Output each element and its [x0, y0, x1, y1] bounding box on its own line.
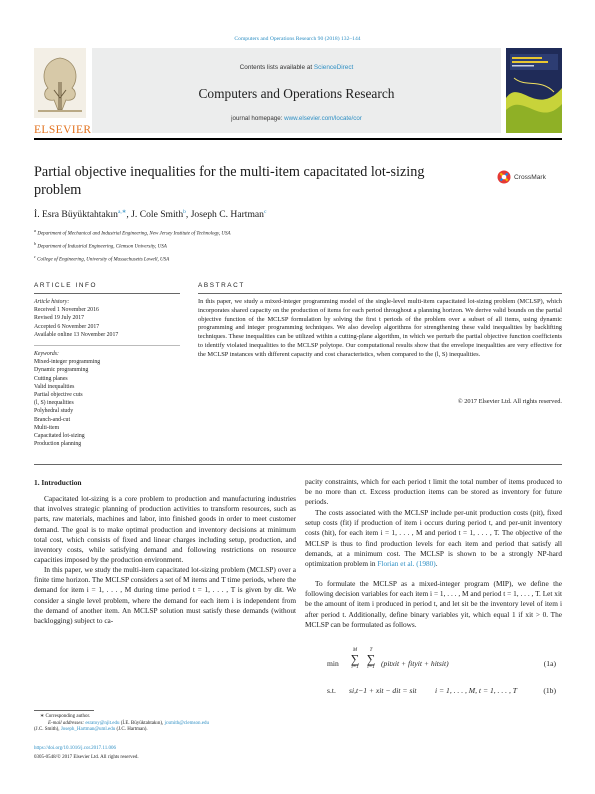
right-paragraph-2-text: The costs associated with the MCLSP include per-unit production costs (pit), fixed setup costs (fit) if production of item i occurs during period t, and per-unit inventory costs (hit), for each item i = 1, . . . , M and period t = 1, . . . , T. The objective of the MCLSP is thus to find production levels for each item and period that satisfy all demands, at a minimum cost. The MCLSP is shown to be a strongly NP-hard optimization problem in — [305, 508, 562, 569]
equation-1b — [305, 686, 562, 700]
affiliation-text: College of Engineering, University of Massachusetts Lowell, USA — [37, 257, 170, 263]
journal-title: Computers and Operations Research — [198, 86, 395, 101]
history-item: Received 1 November 2016 — [34, 307, 99, 314]
email-line-2 — [34, 727, 296, 734]
doi-link[interactable]: https://doi.org/10.1016/j.cor.2017.11.006 — [34, 746, 116, 751]
citation-link[interactable]: Florian et al. (1980) — [377, 559, 436, 569]
crossmark-label: CrossMark — [514, 173, 546, 181]
equation-objective-body: (pitxit + fityit + hitsit) — [381, 659, 449, 668]
article-info-rule — [34, 293, 180, 294]
paper-title-line-1: Partial objective inequalities for the multi-item capacitated lot-sizing — [34, 164, 425, 180]
article-info-heading: ARTICLE INFO — [34, 282, 98, 289]
equation-subject-to: s.t. — [327, 686, 336, 695]
email-label: E-mail addresses: — [48, 720, 85, 726]
homepage-line — [92, 115, 501, 122]
equation-objective-min: min — [327, 659, 339, 668]
history-item: Revised 19 July 2017 — [34, 315, 85, 322]
keyword-item: Polyhedral study — [34, 408, 74, 415]
header-rule — [34, 138, 562, 140]
keyword-item: Mixed-integer programming — [34, 359, 101, 366]
sum-over-items — [349, 648, 361, 670]
journal-reference[interactable]: Computers and Operations Research 90 (2018) 132–144 — [234, 36, 361, 42]
right-paragraph-1: pacity constraints, which for each period t limit the total number of items produced to be no more than ct. Excess production items can be stored as inventory for future periods. — [305, 477, 562, 507]
affiliation-mark: b — [34, 240, 37, 246]
keyword-item: Branch-and-cut — [34, 416, 71, 423]
sum-lower-limit: t=1 — [367, 665, 375, 670]
sciencedirect-link[interactable]: ScienceDirect — [313, 64, 354, 71]
sum-lower-limit: i=1 — [351, 665, 359, 670]
elsevier-tree-icon — [34, 48, 86, 118]
right-paragraph-2: The costs associated with the MCLSP include per-unit production costs (pit), fixed setup costs (fit) if production of item i occurs during period t, and per-unit inventory costs (hit), for each item i = 1, . . . , M and period t = 1, . . . , T. The objective of the MCLSP is thus to find production levels for each item and period that satisfy all demands, at a minimum cost. The MCLSP is shown to be a strongly NP-hard optimization problem in Florian et al. (1980). — [305, 508, 562, 569]
publisher-logo[interactable] — [34, 48, 92, 136]
email-owner: (J.C. Smith), — [34, 727, 60, 733]
author-name[interactable]: J. Cole Smith — [131, 209, 184, 221]
contents-line — [92, 64, 501, 71]
cover-image-icon — [506, 48, 562, 133]
affiliation-item — [34, 252, 534, 265]
email-link[interactable]: Joseph_Hartman@uml.edu — [60, 727, 116, 733]
history-item: Available online 13 November 2017 — [34, 331, 119, 338]
keyword-item: Partial objective cuts — [34, 392, 83, 399]
equation-label-1b: (1b) — [543, 686, 556, 695]
equation-index-range: i = 1, . . . , M, t = 1, . . . , T — [435, 686, 517, 695]
abstract-text: In this paper, we study a mixed-integer programming model of the single-level multi-item capacitated lot-sizing problem (MCLSP), which incorporates shared capacity on the production of items for each period throughout a planning horizon. We derive valid bounds on the partial objective function of the MCLSP formulation by solving the first t periods of the problem over a subset of all items, using dynamic programming and integer programming techniques. We also develop algorithms for strengthening these valid inequalities by backlifting techniques. These inequalities can be utilized within a cutting-plane algorithm, in which we perturb the partial objective function coefficients to identify violated inequalities to the MCLSP polytope. Our computational results show that the envelope inequalities are very effective for the MCLSP instances with different capacity and cost characteristics, when compared to the (l, S) inequalities. — [198, 298, 562, 358]
footnote-block — [34, 714, 296, 734]
keyword-item: Capacitated lot-sizing — [34, 433, 85, 440]
author-name[interactable]: Joseph C. Hartman — [190, 209, 264, 221]
article-history — [34, 298, 180, 339]
corresponding-author-note: ∗ Corresponding author. — [40, 714, 91, 719]
affiliation-text: Department of Mechanical and Industrial Engineering, New Jersey Institute of Technology, USA — [37, 231, 231, 237]
contents-prefix: Contents lists available at — [239, 64, 313, 71]
equation-flow-balance: si,t−1 + xit − dit = sit — [349, 686, 417, 695]
crossmark-icon — [497, 170, 511, 184]
author-separator: , — [126, 209, 132, 221]
sigma-symbol: ∑ — [350, 652, 360, 666]
affiliation-text: Department of Industrial Engineering, Clemson University, USA — [37, 244, 167, 250]
footnote-rule — [34, 710, 94, 711]
history-label: Article history: — [34, 299, 70, 305]
email-link[interactable]: jcsmith@clemson.edu — [164, 720, 209, 726]
intro-paragraph-1: Capacitated lot-sizing is a core problem to production and manufacturing industries that involves strategic planning of production activities to transform resources, such as parts, raw materials, machines and labor, into finished goods in order to meet customer demand. The goal is to make optimal production and inventory decisions at minimum total cost, which consists of fixed and linear charges including setup, production, and inventory costs, while satisfying demand and following restrictions on resource capacities imposed by the production environment. — [34, 494, 296, 565]
author-affiliation-mark[interactable]: a,∗ — [117, 209, 127, 215]
author-affiliation-mark[interactable]: c — [263, 209, 267, 215]
paper-title — [34, 164, 484, 199]
sum-upper-limit: M — [352, 648, 358, 653]
homepage-link[interactable]: www.elsevier.com/locate/cor — [284, 115, 362, 122]
email-owner: (İ.E. Büyüktahtakın), — [120, 720, 164, 726]
journal-banner — [92, 48, 501, 133]
sum-over-periods — [365, 648, 377, 670]
publisher-name: ELSEVIER — [34, 124, 92, 136]
copyright-notice: © 2017 Elsevier Ltd. All rights reserved. — [457, 398, 562, 405]
section-heading-introduction: 1. Introduction — [34, 478, 82, 487]
crossmark-badge[interactable] — [497, 170, 546, 184]
affiliation-item — [34, 226, 534, 239]
keywords-block — [34, 350, 180, 448]
paper-title-line-2: problem — [34, 181, 82, 198]
equation-1a — [305, 648, 562, 682]
keyword-item: Multi-item — [34, 424, 60, 431]
sum-upper-limit: T — [369, 648, 373, 653]
affiliation-mark: a — [34, 228, 37, 233]
issn-line: 0305-0548/© 2017 Elsevier Ltd. All rights reserved. — [34, 755, 139, 760]
keyword-item: Valid inequalities — [34, 383, 75, 390]
keywords-label: Keywords: — [34, 351, 59, 357]
history-divider — [34, 345, 180, 346]
email-link[interactable]: esratoy@njit.edu — [85, 720, 120, 726]
affiliation-list — [34, 226, 534, 265]
keyword-item: Production planning — [34, 441, 82, 448]
intro-paragraph-2: In this paper, we study the multi-item capacitated lot-sizing problem (MCLSP) over a finite time horizon. The MCLSP considers a set of M items and T time periods, where the demand for item i = 1, . . . , M during time period t = 1, . . . , T is given by dit. We consider a single level problem, where the demand for each item i is independent from the demand of another item. An MCLSP solution must satisfy these demands (without backlogging) subject to ca- — [34, 565, 296, 626]
email-line-1 — [34, 721, 296, 728]
keyword-item: Cutting planes — [34, 375, 68, 382]
author-name[interactable]: İ. Esra Büyüktahtakın — [34, 209, 118, 221]
author-separator: , — [185, 209, 191, 221]
author-affiliation-mark[interactable]: b — [183, 209, 186, 215]
journal-cover-thumbnail[interactable] — [506, 48, 562, 133]
author-list — [34, 209, 266, 220]
email-owner: (J.C. Hartman). — [116, 727, 148, 733]
affiliation-mark: c — [34, 253, 36, 259]
abstract-bottom-rule — [34, 464, 562, 465]
right-paragraph-3: To formulate the MCLSP as a mixed-integer program (MIP), we define the following decision variables for each item i = 1, . . . , M and period t = 1, . . . , T. Let xit be the amount of item i produced in period t, and let sit be the inventory level of item i after period t. Additionally, define binary variables yit, which equal 1 if xit > 0. The MCLSP can be formulated as follows. — [305, 579, 562, 629]
equation-label-1a: (1a) — [543, 659, 556, 668]
sigma-symbol: ∑ — [366, 652, 376, 666]
history-item: Accepted 6 November 2017 — [34, 323, 100, 330]
affiliation-item — [34, 239, 534, 252]
abstract-heading: ABSTRACT — [198, 282, 245, 289]
abstract-rule — [198, 293, 562, 294]
keyword-item: Dynamic programming — [34, 367, 89, 374]
keyword-item: (l, S) inequalities — [34, 400, 74, 407]
homepage-prefix: journal homepage: — [231, 115, 283, 122]
